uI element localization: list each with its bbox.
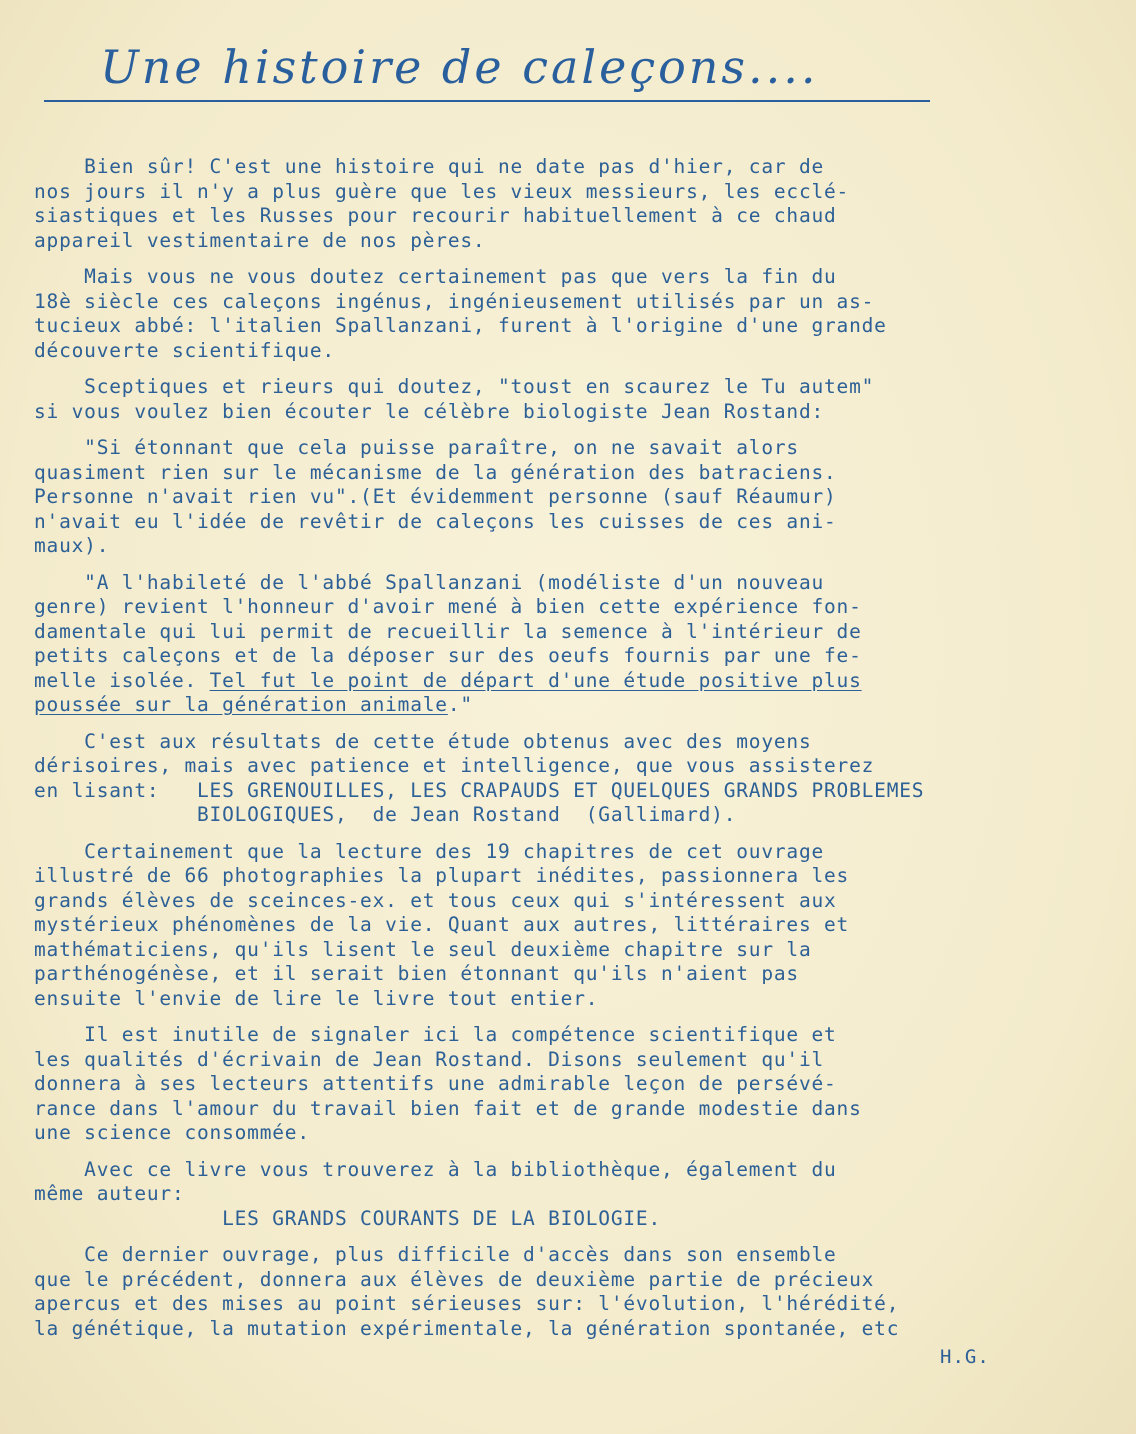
text-line: mathématiciens, qu'ils lisent le seul deuxième chapitre sur la [34, 937, 812, 961]
paragraphs-part-1 [34, 155, 1074, 669]
text-line: 18è siècle ces caleçons ingénus, ingénieusement utilisés par un as- [34, 289, 875, 313]
text-line: BIOLOGIQUES, de Jean Rostand (Gallimard). [34, 803, 737, 826]
paragraph [34, 730, 1074, 828]
text-line: en lisant: LES GRENOUILLES, LES CRAPAUDS ET QUELQUES GRANDS PROBLEMES [34, 778, 925, 802]
text-line: dérisoires, mais avec patience et intelligence, que vous assisterez [34, 754, 875, 777]
text-line: mystérieux phénomènes de la vie. Quant aux autres, littéraires et [34, 913, 850, 936]
paragraph [34, 1023, 1074, 1146]
text-line: genre) revient l'honneur d'avoir mené à bien cette expérience fon- [34, 595, 862, 618]
underlined-line-2 [34, 693, 1074, 718]
author-initials: H.G. [940, 1346, 990, 1368]
text-line: parthénogénèse, et il serait bien étonnant qu'ils n'aient pas [34, 962, 799, 985]
text-line: petits caleçons et de la déposer sur des oeufs fournis par une fe- [34, 644, 862, 667]
paragraph [34, 265, 1074, 363]
text-line: découverte scientifique. [34, 338, 335, 362]
text-line: appareil vestimentaire de nos pères. [34, 228, 486, 252]
text-line: une science consommée. [34, 1121, 310, 1144]
line-prefix: melle isolée. [34, 668, 210, 692]
text-line: quasiment rien sur le mécanisme de la génération des batraciens. [34, 460, 837, 484]
text-line: maux). [34, 534, 110, 557]
text-line: rance dans l'amour du travail bien fait et de grande modestie dans [34, 1096, 862, 1120]
text-line: ensuite l'envie de lire le livre tout entier. [34, 986, 599, 1010]
text-line: tucieux abbé: l'italien Spallanzani, furent à l'origine d'une grande [34, 314, 887, 337]
text-line: Bien sûr! C'est une histoire qui ne date pas d'hier, car de [34, 155, 825, 178]
text-line: si vous voulez bien écouter le célèbre biologiste Jean Rostand: [34, 399, 825, 423]
underlined-text: poussée sur la génération animale [34, 693, 448, 716]
text-line: "A l'habileté de l'abbé Spallanzani (modéliste d'un nouveau [34, 570, 825, 594]
text-line: "Si étonnant que cela puisse paraître, on ne savait alors [34, 436, 799, 459]
text-line: grands élèves de sceinces-ex. et tous ceux qui s'intéressent aux [34, 888, 837, 912]
paragraph [34, 1243, 1074, 1341]
text-line: Certainement que la lecture des 19 chapitres de cet ouvrage [34, 839, 825, 863]
paragraphs-part-2 [34, 730, 1074, 1342]
text-line: Sceptiques et rieurs qui doutez, "toust en scaurez le Tu autem" [34, 375, 875, 398]
text-line: Il est inutile de signaler ici la compétence scientifique et [34, 1023, 837, 1046]
text-line: C'est aux résultats de cette étude obtenus avec des moyens [34, 729, 812, 753]
paragraph [34, 840, 1074, 1012]
text-line: siastiques et les Russes pour recourir habituellement à ce chaud [34, 204, 837, 227]
text-line: nos jours il n'y a plus guère que les vieux messieurs, les ecclé- [34, 179, 850, 203]
paragraph [34, 571, 1074, 669]
text-line: Ce dernier ouvrage, plus difficile d'accès dans son ensemble [34, 1243, 837, 1266]
handwritten-title: Une histoire de caleçons.... [100, 40, 819, 94]
text-line: damentale qui lui permit de recueillir la semence à l'intérieur de [34, 619, 862, 643]
underlined-text: Tel fut le point de départ d'une étude positive plus [209, 668, 862, 692]
text-line: les qualités d'écrivain de Jean Rostand. Disons seulement qu'il [34, 1047, 825, 1071]
text-line: LES GRANDS COURANTS DE LA BIOLOGIE. [34, 1206, 661, 1230]
article-body [34, 155, 1074, 1341]
title-underline [44, 100, 930, 102]
text-line: donnera à ses lecteurs attentifs une admirable leçon de persévé- [34, 1072, 837, 1095]
line-suffix: ." [447, 693, 473, 716]
text-line: Personne n'avait rien vu".(Et évidemment personne (sauf Réaumur) [34, 485, 837, 508]
text-line: même auteur: [34, 1182, 185, 1205]
paragraph [34, 375, 1074, 424]
paragraph [34, 436, 1074, 559]
text-line: n'avait eu l'idée de revêtir de caleçons les cuisses de ces ani- [34, 509, 837, 533]
paragraph [34, 1158, 1074, 1232]
text-line: Mais vous ne vous doutez certainement pas que vers la fin du [34, 265, 837, 288]
paragraph [34, 155, 1074, 253]
text-line: apercus et des mises au point sérieuses sur: l'évolution, l'hérédité, [34, 1292, 900, 1315]
text-line: la génétique, la mutation expérimentale, la génération spontanée, etc [34, 1316, 900, 1340]
underlined-line-1 [34, 669, 1074, 694]
text-line: Avec ce livre vous trouverez à la bibliothèque, également du [34, 1157, 837, 1181]
text-line: illustré de 66 photographies la plupart inédites, passionnera les [34, 864, 850, 887]
text-line: que le précédent, donnera aux élèves de deuxième partie de précieux [34, 1267, 875, 1291]
